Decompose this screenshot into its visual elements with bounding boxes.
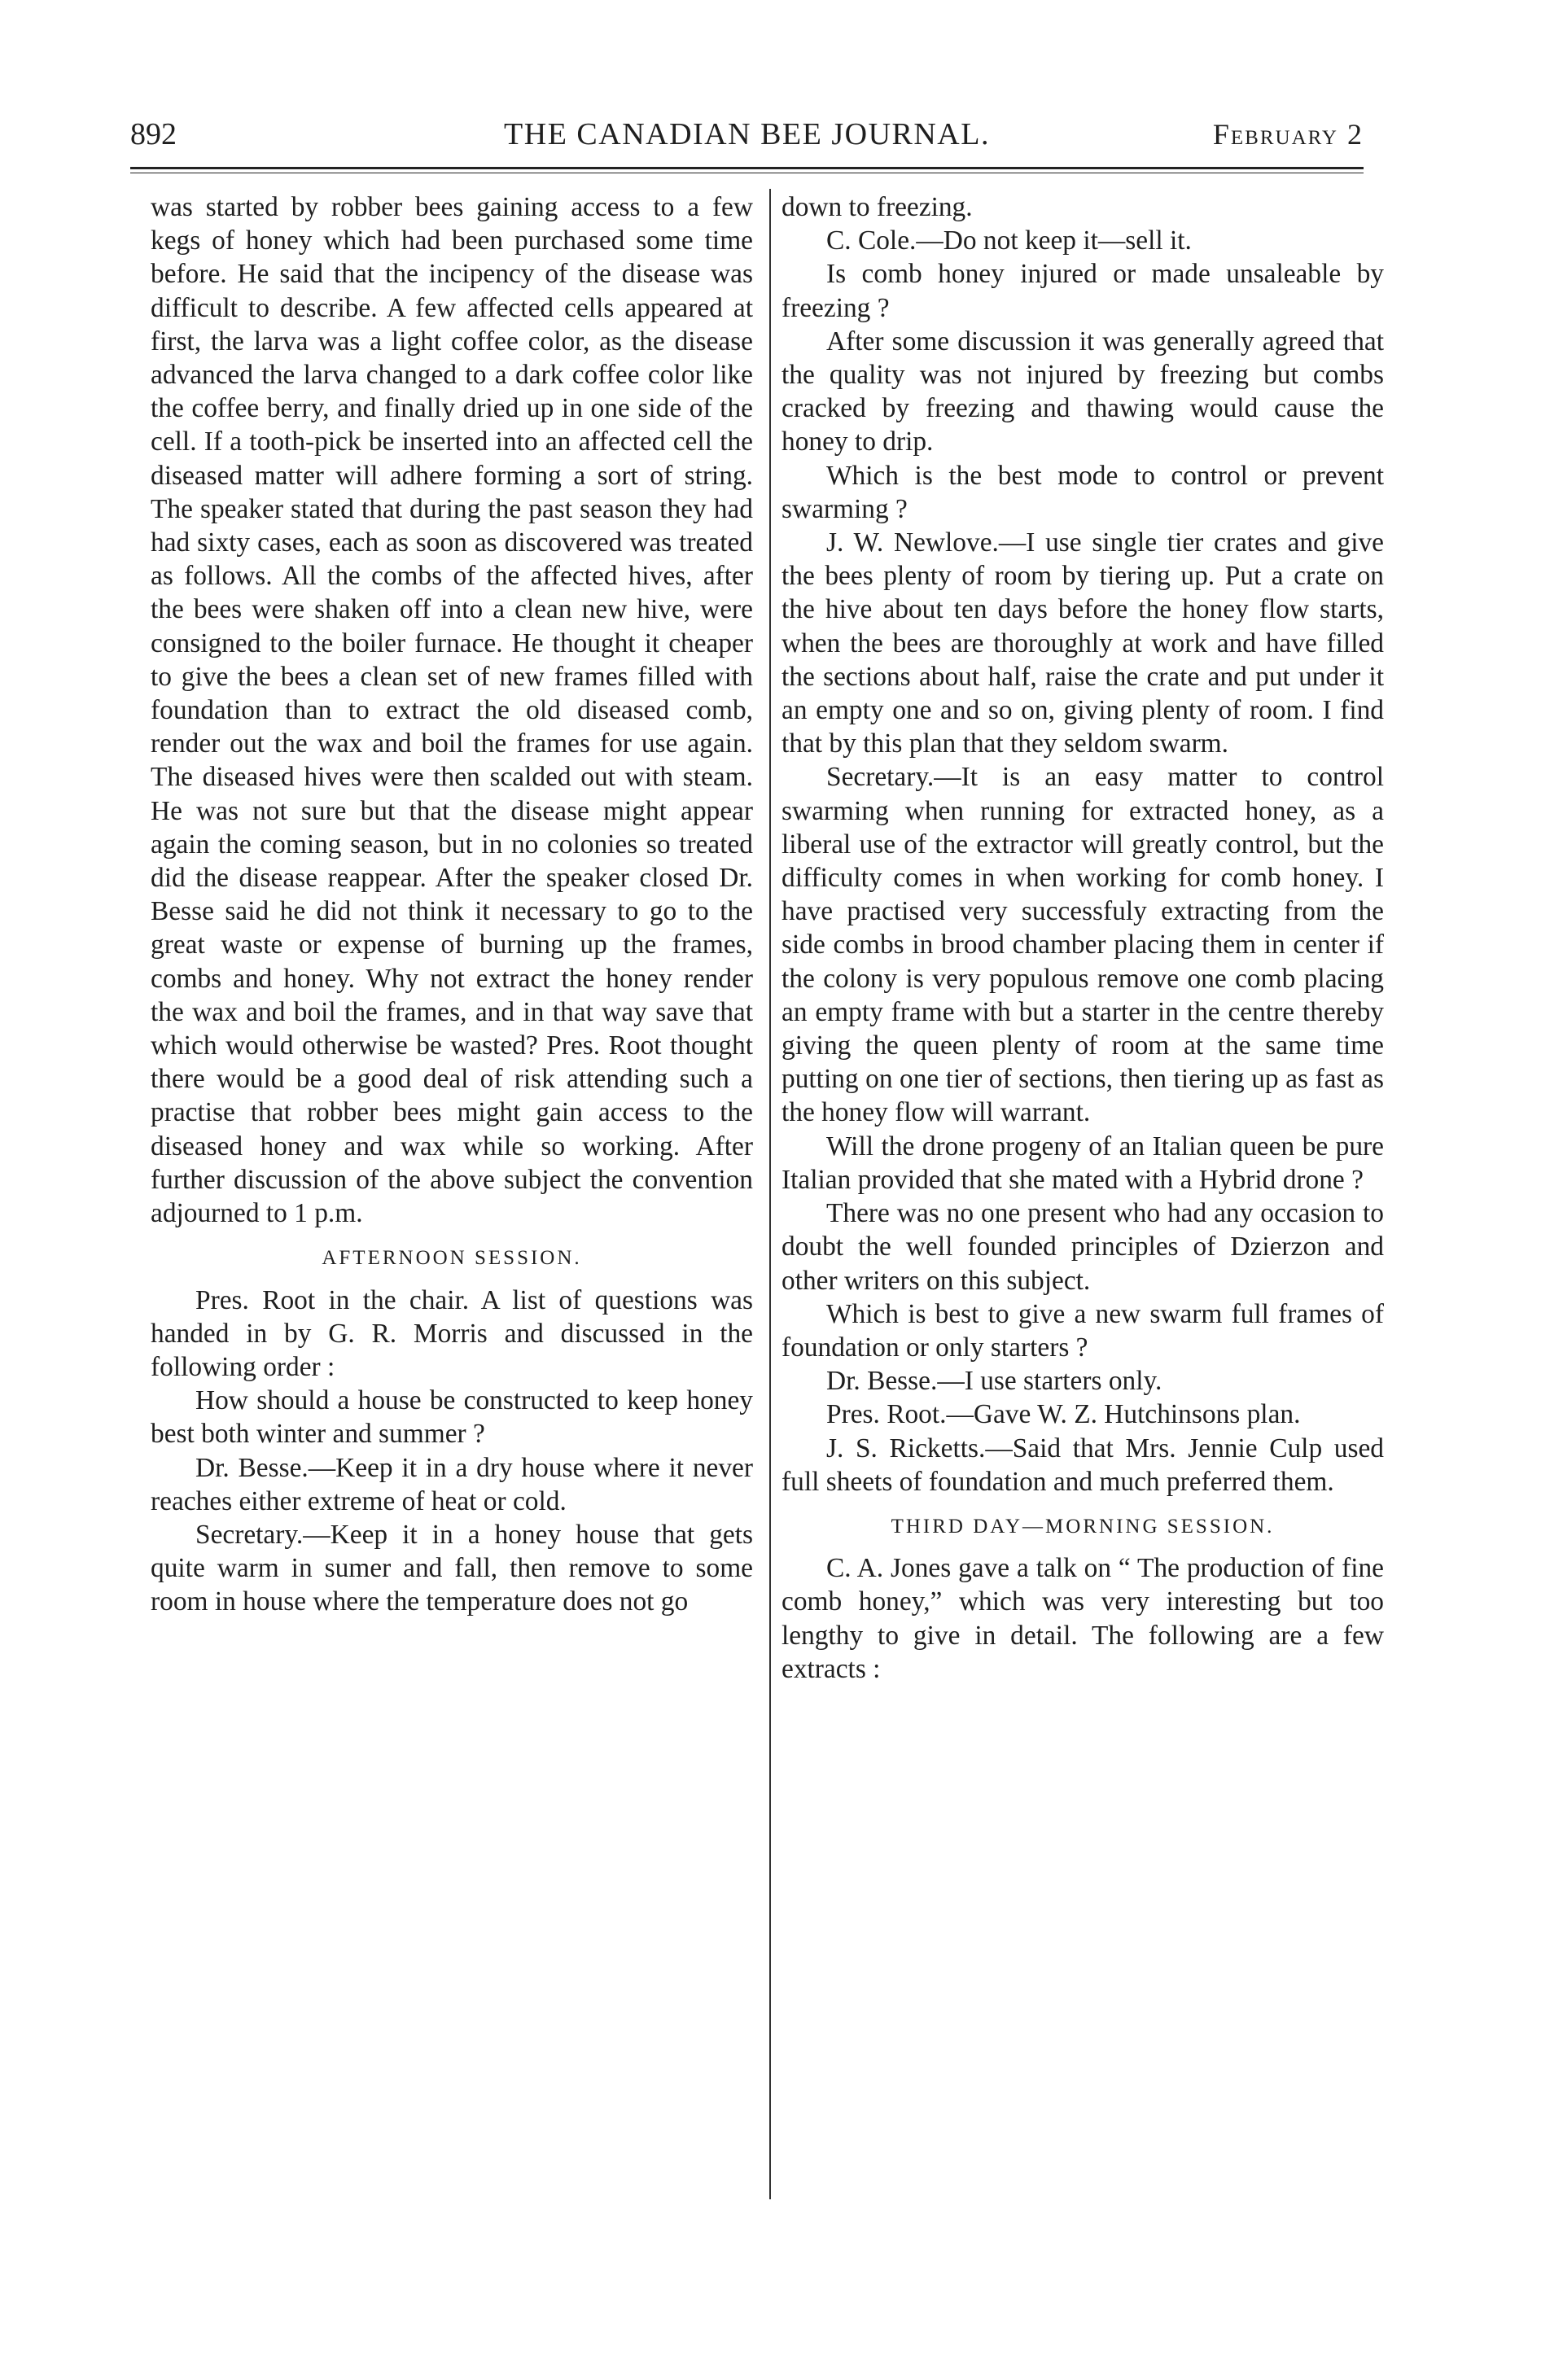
section-heading: AFTERNOON SESSION.	[322, 1247, 582, 1270]
left-column	[151, 190, 753, 1619]
paragraph: C. A. Jones gave a talk on “ The production of fine comb honey,” which was very interesting but too lengthy to give in detail. The following are a few extracts :	[782, 1553, 1384, 1684]
paragraph: down to freezing.	[782, 192, 973, 222]
paragraph: Dr. Besse.—I use starters only.	[826, 1366, 1162, 1397]
paragraph: Secretary.—It is an easy matter to control swarming when running for extracted honey, as a liberal use of the extractor will greatly control, but the difficulty comes in when working for comb honey. I have practised very successfuly extracting from the side combs in brood chamber placing them in center if the colony is very populous remove one comb placing an empty frame with but a starter in the centre thereby giving the queen plenty of room at the same time putting on one tier of sections, then tiering up as fast as the honey flow will warrant.	[782, 762, 1384, 1128]
paragraph: Secretary.—Keep it in a honey house that gets quite warm in sumer and fall, then remove to some room in house where the temperature does not go	[151, 1519, 753, 1617]
paragraph: J. S. Ricketts.—Said that Mrs. Jennie Culp used full sheets of foundation and much preferred them.	[782, 1433, 1384, 1497]
paragraph: C. Cole.—Do not keep it—sell it.	[826, 225, 1192, 256]
header-rule-thick	[130, 167, 1364, 169]
section-heading: THIRD DAY—MORNING SESSION.	[891, 1515, 1275, 1538]
paragraph: Will the drone progeny of an Italian queen be pure Italian provided that she mated with a Hybrid drone ?	[782, 1131, 1384, 1195]
paragraph: J. W. Newlove.—I use single tier crates and give the bees plenty of room by tiering up. Put a crate on the hive about ten days before the honey flow starts, when the bees are thoroughly at work and have filled the sections about half, raise the crate and put under it an empty one and so on, giving plenty of room. I find that by this plan that they seldom swarm.	[782, 527, 1384, 759]
paragraph: After some discussion it was generally agreed that the quality was not injured by freezing but combs cracked by freezing and thawing would cause the honey to drip.	[782, 326, 1384, 457]
running-header	[130, 110, 1364, 159]
paragraph: Which is the best mode to control or prevent swarming ?	[782, 460, 1384, 524]
journal-title: THE CANADIAN BEE JOURNAL.	[504, 117, 990, 151]
paragraph: Is comb honey injured or made unsaleable by freezing ?	[782, 259, 1384, 323]
paragraph: There was no one present who had any occasion to doubt the well founded principles of Dzierzon and other writers on this subject.	[782, 1198, 1384, 1296]
paragraph: Pres. Root in the chair. A list of questions was handed in by G. R. Morris and discussed in the following order :	[151, 1284, 753, 1382]
paragraph: Dr. Besse.—Keep it in a dry house where it never reaches either extreme of heat or cold.	[151, 1452, 753, 1516]
page-number: 892	[130, 117, 177, 151]
paragraph: was started by robber bees gaining access to a few kegs of honey which had been purchased some time before. He said that the incipency of the disease was difficult to describe. A few affected cells appeared at first, the larva was a light coffee color, as the disease advanced the larva changed to a dark coffee color like the coffee berry, and finally dried up in one side of the cell. If a tooth-pick be inserted into an affected cell the diseased matter will adhere forming a sort of string. The speaker stated that during the past season they had had sixty cases, each as soon as discovered was treated as follows. All the combs of the affected hives, after the bees were shaken off into a clean new hive, were consigned to the boiler furnace. He thought it cheaper to give the bees a clean set of new frames filled with foundation than to extract the old diseased comb, render out the wax and boil the frames for use again. The diseased hives were then scalded out with steam. He was not sure but that the disease might appear again the coming season, but in no colonies so treated did the disease reappear. After the speaker closed Dr. Besse said he did not think it necessary to go to the great waste or expense of burning up the frames, combs and honey. Why not extract the honey render the wax and boil the frames, and in that way save that which would otherwise be wasted? Pres. Root thought there would be a good deal of risk attending such a practise that robber bees might gain access to the diseased honey and wax while so working. After further discussion of the above subject the convention adjourned to 1 p.m.	[151, 192, 753, 1229]
paragraph: How should a house be constructed to keep honey best both winter and summer ?	[151, 1385, 753, 1450]
right-column	[782, 190, 1384, 1686]
issue-date: February 2	[1212, 118, 1364, 151]
paragraph: Pres. Root.—Gave W. Z. Hutchinsons plan.	[826, 1399, 1301, 1430]
paragraph: Which is best to give a new swarm full frames of foundation or only starters ?	[782, 1298, 1384, 1363]
column-divider	[769, 189, 771, 2199]
